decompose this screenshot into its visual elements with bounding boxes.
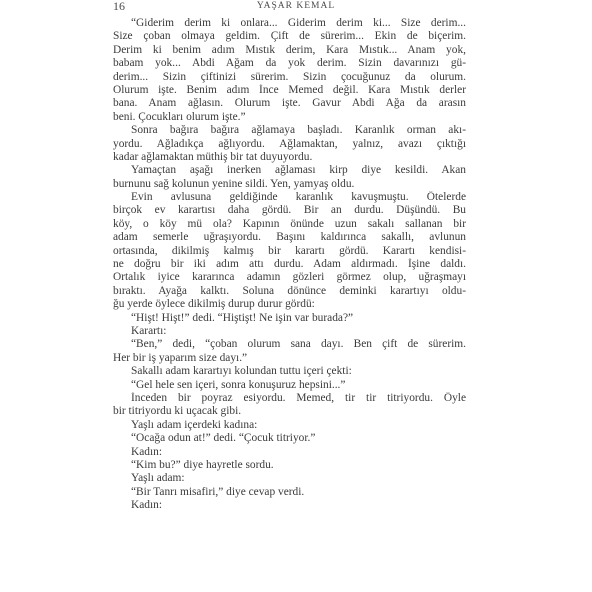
running-head: YAŞAR KEMAL bbox=[256, 1, 336, 11]
text-line: “Gel hele sen içeri, sonra konuşuruz hepsini...” bbox=[131, 378, 346, 391]
text-line: Derim ki benim adım Mıstık derim, Kara Mıstık... Anam yok, bbox=[113, 43, 466, 56]
text-line: Kadın: bbox=[131, 445, 163, 458]
text-line: babam yok... Abdi Ağam da yok derim. Sizin davarınızı gü- bbox=[113, 57, 466, 70]
text-line: Sakallı adam karartıyı kolundan tuttu içeri çekti: bbox=[131, 365, 352, 378]
text-line: İnceden bir poyraz esiyordu. Memed, tir tir titriyordu. Öyle bbox=[131, 391, 466, 404]
text-line: adam semerle uğraşıyordu. Başını kaldırınca sakallı, avlunun bbox=[113, 231, 466, 244]
text-line: birçok ev karartısı daha gördü. Bir an durdu. Düşündü. Bu bbox=[113, 204, 466, 217]
text-line: Kadın: bbox=[131, 499, 163, 512]
text-line: Sonra bağıra bağıra ağlamaya başladı. Karanlık orman akı- bbox=[131, 124, 466, 137]
text-line: beni. Çocukları olurum işte.” bbox=[113, 110, 246, 123]
text-line: “Giderim derim ki onlara... Giderim derim ki... Size derim... bbox=[131, 17, 466, 29]
text-line: Olurum işte. Benim adım İnce Memed değil. Kara Mıstık derler bbox=[113, 83, 466, 96]
text-line: ortasında, dikilmiş kalmış bir karartı gördü. Karartı kendisi- bbox=[113, 244, 466, 257]
page-header bbox=[0, 0, 592, 14]
text-line: “Hişt! Hişt!” dedi. “Hiştişt! Ne işin var burada?” bbox=[131, 311, 354, 324]
body-text bbox=[113, 17, 466, 512]
text-line: Karartı: bbox=[131, 324, 167, 337]
text-line: köy, o köy mü ola? Kapının önünde uzun sakalı sallanan bir bbox=[113, 217, 466, 230]
page-number: 16 bbox=[113, 0, 125, 13]
text-line: Her bir iş yaparım size dayı.” bbox=[113, 351, 248, 364]
text-line: “Ocağa odun at!” dedi. “Çocuk titriyor.” bbox=[131, 432, 316, 445]
text-line: Yamaçtan aşağı inerken ağlaması kirp diye kesildi. Akan bbox=[131, 164, 466, 177]
text-line: ne doğru bir iki adım attı durdu. Adam aldırmadı. İşine daldı. bbox=[113, 258, 466, 271]
text-line: yordu. Ağladıkça ağlıyordu. Ağlamaktan, yalnız, avazı çıktığı bbox=[113, 137, 466, 150]
text-line: ğu yerde öylece dikilmiş durup durur gördü: bbox=[113, 298, 315, 311]
text-line: “Ben,” dedi, “çoban olurum sana dayı. Ben çift de sürerim. bbox=[131, 338, 466, 351]
text-line: “Bir Tanrı misafiri,” diye cevap verdi. bbox=[131, 485, 305, 498]
text-line: Size çoban olmaya geldim. Çift de sürerim... Ekin de biçerim. bbox=[113, 30, 466, 43]
text-line: Yaşlı adam içerdeki kadına: bbox=[131, 418, 258, 431]
text-line: bir titriyordu ki uçacak gibi. bbox=[113, 405, 242, 418]
text-line: derim... Sizin çiftinizi sürerim. Sizin çocuğunuz da olurum. bbox=[113, 70, 466, 83]
text-line: Yaşlı adam: bbox=[131, 472, 185, 485]
text-line: Ortalık iyice kararınca adamın gözleri görmez olup, uğraşmayı bbox=[113, 271, 466, 284]
text-line: “Kim bu?” diye hayretle sordu. bbox=[131, 458, 274, 471]
text-line: Evin avlusuna geldiğinde karanlık kavuşmuştu. Ötelerde bbox=[131, 191, 466, 204]
text-line: bana. Anam ağlasın. Olurum işte. Gavur Abdi Ağa da arasın bbox=[113, 97, 466, 110]
text-line: burnunu sağ kolunun yenine sildi. Yen, yamyaş oldu. bbox=[113, 177, 355, 190]
text-line: kadar ağlamaktan müthiş bir tat duyuyordu. bbox=[113, 150, 313, 163]
text-line: bıraktı. Ayağa kalktı. Soluna dönünce deminki karartıyı oldu- bbox=[113, 284, 466, 297]
